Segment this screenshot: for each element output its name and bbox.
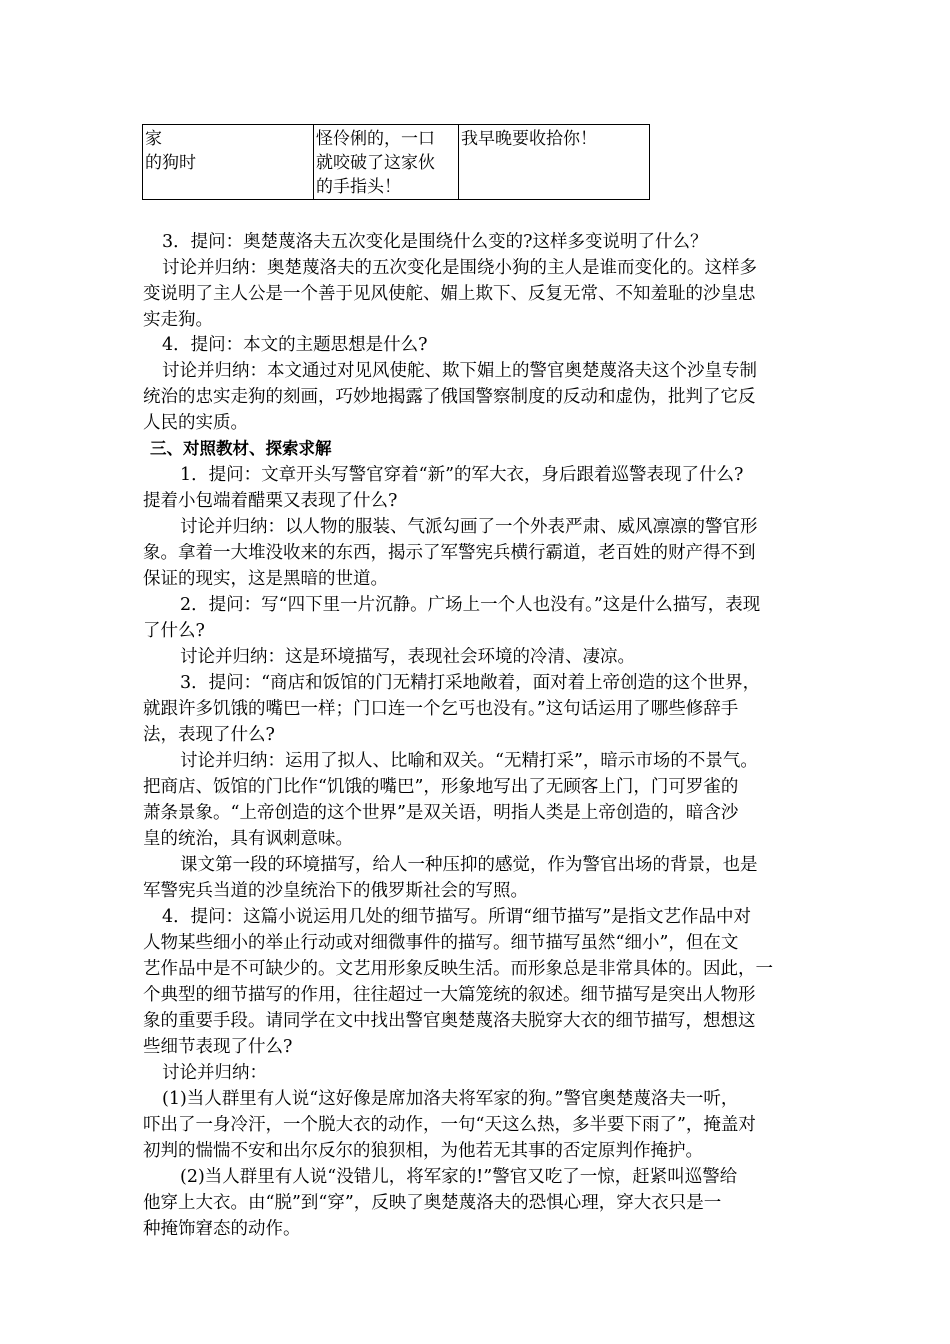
answer-line: 讨论并归纳：这是环境描写，表现社会环境的冷清、凄凉。 [180, 647, 635, 667]
answer-line: 讨论并归纳：运用了拟人、比喻和双关。“无精打采”，暗示市场的不景气。 [180, 751, 758, 771]
question-line: 4．提问：这篇小说运用几处的细节描写。所谓“细节描写”是指文艺作品中对 [162, 907, 752, 927]
answer-line: 初判的惴惴不安和出尔反尔的狼狈相，为他若无其事的否定原判作掩护。 [143, 1141, 703, 1161]
question-line: 法，表现了什么? [143, 725, 275, 745]
cell-line: 家 [145, 129, 162, 149]
cell-line: 的手指头！ [316, 177, 401, 197]
question-line: 人物某些细小的举止行动或对细微事件的描写。细节描写虽然“细小”，但在文 [143, 933, 739, 953]
answer-line: 实走狗。 [143, 310, 213, 330]
question-3-line: 3．提问：奥楚蔑洛夫五次变化是围绕什么变的?这样多变说明了什么？ [162, 232, 708, 252]
answer-label: 讨论并归纳： [162, 1063, 267, 1083]
answer-line: 变说明了主人公是一个善于见风使舵、媚上欺下、反复无常、不知羞耻的沙皇忠 [143, 284, 756, 304]
answer-line: 皇的统治，具有讽刺意味。 [143, 829, 353, 849]
answer-line: (1)当人群里有人说“这好像是席加洛夫将军家的狗。”警官奥楚蔑洛夫一听， [162, 1089, 739, 1109]
question-line: 个典型的细节描写的作用，往往超过一大篇笼统的叙述。细节描写是突出人物形 [143, 985, 756, 1005]
answer-line: 保证的现实，这是黑暗的世道。 [143, 569, 388, 589]
question-line: 提着小包端着醋栗又表现了什么? [143, 491, 398, 511]
answer-line: 萧条景象。“上帝创造的这个世界”是双关语，明指人类是上帝创造的，暗含沙 [143, 803, 739, 823]
answer-line: 统治的忠实走狗的刻画，巧妙地揭露了俄国警察制度的反动和虚伪，批判了它反 [143, 387, 756, 407]
continued-table [142, 124, 650, 200]
cell-line: 的狗时 [145, 153, 196, 173]
answer-line: 人民的实质。 [143, 413, 248, 433]
cell-line: 我早晚要收拾你！ [461, 129, 597, 149]
question-4-line: 4．提问：本文的主题思想是什么? [162, 335, 428, 355]
cell-line: 就咬破了这家伙 [316, 153, 435, 173]
question-line: 了什么? [143, 621, 205, 641]
table-cell-subject [143, 125, 314, 200]
question-line: 就跟许多饥饿的嘴巴一样；门口连一个乞丐也没有。”这句话运用了哪些修辞手 [143, 699, 739, 719]
answer-line: 讨论并归纳：以人物的服装、气派勾画了一个外表严肃、威风凛凛的警官形 [180, 517, 758, 537]
answer-line: 讨论并归纳：本文通过对见风使舵、欺下媚上的警官奥楚蔑洛夫这个沙皇专制 [162, 361, 757, 381]
answer-line: 吓出了一身冷汗，一个脱大衣的动作，一句“天这么热，多半要下雨了”，掩盖对 [143, 1115, 756, 1135]
answer-line: 象。拿着一大堆没收来的东西，揭示了军警宪兵横行霸道，老百姓的财产得不到 [143, 543, 756, 563]
question-line: 些细节表现了什么? [143, 1037, 293, 1057]
answer-line: 讨论并归纳：奥楚蔑洛夫的五次变化是围绕小狗的主人是谁而变化的。这样多 [162, 258, 757, 278]
question-line: 3．提问：“商店和饭馆的门无精打采地敞着，面对着上帝创造的这个世界， [180, 673, 761, 693]
paragraph-line: 军警宪兵当道的沙皇统治下的俄罗斯社会的写照。 [143, 881, 528, 901]
answer-line: 他穿上大衣。由“脱”到“穿”，反映了奥楚蔑洛夫的恐惧心理，穿大衣只是一 [143, 1193, 722, 1213]
answer-line: (2)当人群里有人说“没错儿，将军家的!”警官又吃了一惊，赶紧叫巡警给 [180, 1167, 738, 1187]
paragraph-line: 课文第一段的环境描写，给人一种压抑的感觉，作为警官出场的背景，也是 [180, 855, 758, 875]
table-row [143, 125, 650, 200]
question-line: 2．提问：写“四下里一片沉静。广场上一个人也没有。”这是什么描写，表现 [180, 595, 761, 615]
section-heading: 三、对照教材、探索求解 [150, 439, 332, 458]
table-cell-quote [459, 125, 650, 200]
answer-line: 种掩饰窘态的动作。 [143, 1219, 301, 1239]
question-line: 艺作品中是不可缺少的。文艺用形象反映生活。而形象总是非常具体的。因此，一 [143, 959, 773, 979]
cell-line: 怪伶俐的，一口 [316, 129, 435, 149]
question-line: 象的重要手段。请同学在文中找出警官奥楚蔑洛夫脱穿大衣的细节描写，想想这 [143, 1011, 756, 1031]
table-cell-quote [314, 125, 459, 200]
answer-line: 把商店、饭馆的门比作“饥饿的嘴巴”，形象地写出了无顾客上门，门可罗雀的 [143, 777, 739, 797]
question-line: 1．提问：文章开头写警官穿着“新”的军大衣，身后跟着巡警表现了什么? [180, 465, 744, 485]
